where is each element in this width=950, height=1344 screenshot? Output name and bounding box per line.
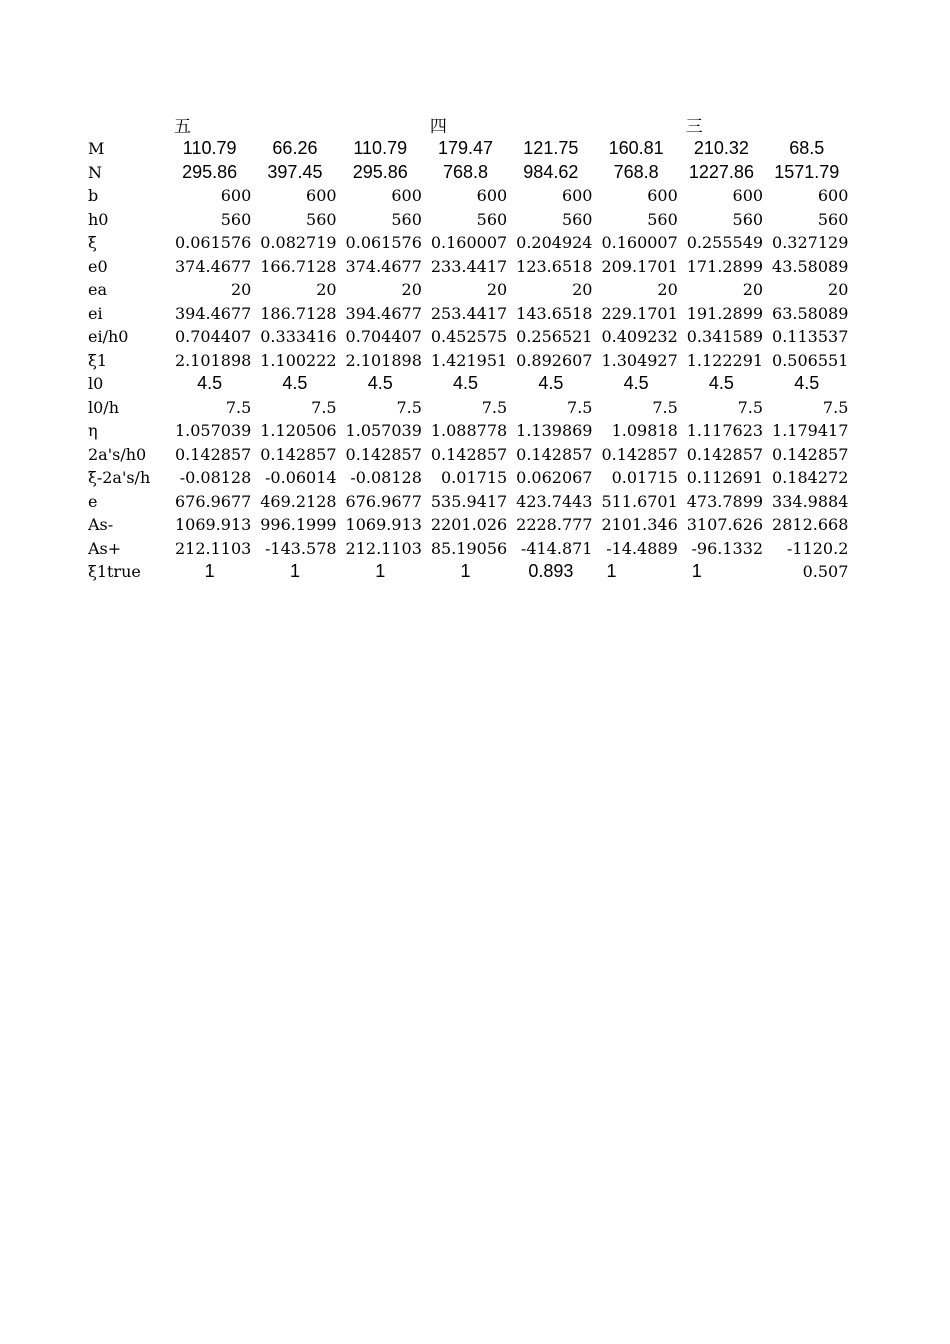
table-cell: 233.4417 bbox=[430, 256, 508, 276]
table-cell: 7.5 bbox=[311, 397, 337, 417]
table-cell: 4.5 bbox=[453, 373, 479, 394]
table-cell: -14.4889 bbox=[606, 538, 678, 558]
table-cell: 423.7443 bbox=[516, 491, 593, 511]
table-cell: 0.01715 bbox=[441, 468, 508, 488]
table-cell: 560 bbox=[220, 209, 252, 229]
table-cell: 0.142857 bbox=[601, 444, 678, 464]
table-cell: 0.452575 bbox=[430, 327, 508, 347]
table-cell: 7.5 bbox=[822, 397, 849, 417]
table-cell: -0.06014 bbox=[265, 468, 337, 488]
table-cell: 295.86 bbox=[352, 161, 408, 182]
row-label: e0 bbox=[88, 256, 108, 276]
table-cell: 160.81 bbox=[608, 138, 664, 159]
row-label: N bbox=[88, 162, 102, 182]
table-cell: 600 bbox=[391, 186, 422, 206]
table-cell: 374.4677 bbox=[174, 256, 252, 276]
table-cell: 1.304927 bbox=[601, 350, 678, 370]
row-label: M bbox=[88, 139, 105, 159]
table-cell: 4.5 bbox=[197, 373, 223, 394]
table-cell: 2201.026 bbox=[430, 515, 508, 535]
table-cell: 123.6518 bbox=[516, 256, 593, 276]
table-cell: 110.79 bbox=[353, 138, 408, 159]
table-cell: 394.4677 bbox=[345, 303, 422, 323]
table-cell: 0.142857 bbox=[686, 444, 764, 464]
table-cell: 469.2128 bbox=[260, 491, 337, 511]
table-row-xi1 bbox=[88, 349, 850, 373]
table-cell: 4.5 bbox=[538, 373, 564, 394]
table-cell: 4.5 bbox=[794, 373, 820, 394]
table-cell: 4.5 bbox=[623, 373, 649, 394]
table-cell: 4.5 bbox=[708, 373, 734, 394]
table-cell: 560 bbox=[476, 209, 508, 229]
table-cell: 212.1103 bbox=[174, 538, 252, 558]
table-cell: 600 bbox=[220, 186, 252, 206]
table-cell: 110.79 bbox=[182, 138, 237, 159]
row-label: ξ bbox=[88, 233, 97, 253]
header-cell: 四 bbox=[429, 117, 447, 137]
table-row-h0 bbox=[88, 208, 850, 232]
table-cell: 0.142857 bbox=[345, 444, 422, 464]
table-cell: 2812.668 bbox=[772, 515, 849, 535]
table-cell: 1069.913 bbox=[174, 515, 252, 535]
table-cell: 600 bbox=[817, 186, 849, 206]
table-row-ea bbox=[88, 278, 850, 302]
table-cell: 1.139869 bbox=[516, 421, 593, 441]
table-cell: 210.32 bbox=[693, 138, 749, 159]
table-cell: 1.09818 bbox=[611, 421, 678, 441]
table-row-as-plus bbox=[88, 537, 850, 561]
table-row-m bbox=[88, 137, 850, 161]
table-row-l0 bbox=[88, 372, 850, 396]
table-cell: 166.7128 bbox=[260, 256, 337, 276]
table-row-e0 bbox=[88, 255, 850, 279]
row-label: As- bbox=[88, 515, 114, 535]
table-cell: 0.062067 bbox=[516, 468, 593, 488]
table-row-l0-h bbox=[88, 396, 850, 420]
table-row-2as-h0 bbox=[88, 443, 850, 467]
table-cell: 1 bbox=[606, 561, 617, 582]
table-cell: 0.506551 bbox=[772, 350, 849, 370]
table-cell: 229.1701 bbox=[601, 303, 678, 323]
table-cell: 1.057039 bbox=[345, 421, 422, 441]
table-cell: 0.142857 bbox=[772, 444, 849, 464]
table-cell: 2101.346 bbox=[601, 515, 678, 535]
table-row-xi-minus-2as bbox=[88, 466, 850, 490]
table-cell: 0.204924 bbox=[516, 233, 593, 253]
table-cell: 0.160007 bbox=[601, 233, 678, 253]
row-label: h0 bbox=[88, 209, 109, 229]
table-cell: 511.6701 bbox=[601, 491, 678, 511]
table-cell: 0.893 bbox=[528, 561, 574, 582]
table-cell: 7.5 bbox=[225, 397, 252, 417]
table-cell: 0.142857 bbox=[430, 444, 508, 464]
table-cell: 560 bbox=[817, 209, 849, 229]
table-cell: -0.08128 bbox=[350, 468, 422, 488]
table-cell: 1 bbox=[375, 561, 386, 582]
table-cell: 20 bbox=[316, 280, 337, 300]
table-cell: 0.112691 bbox=[686, 468, 764, 488]
table-cell: 0.01715 bbox=[611, 468, 678, 488]
table-cell: 2.101898 bbox=[174, 350, 252, 370]
table-cell: 7.5 bbox=[737, 397, 764, 417]
table-cell: 0.409232 bbox=[601, 327, 678, 347]
header-cell: 三 bbox=[685, 117, 703, 137]
table-cell: 600 bbox=[732, 186, 764, 206]
table-cell: 1227.86 bbox=[688, 161, 754, 182]
table-cell: -1120.2 bbox=[786, 538, 849, 558]
table-cell: 1 bbox=[204, 561, 215, 582]
table-cell: 186.7128 bbox=[260, 303, 337, 323]
row-label: ea bbox=[88, 280, 108, 300]
table-cell: 334.9884 bbox=[772, 491, 849, 511]
table-cell: 535.9417 bbox=[430, 491, 508, 511]
table-cell: 560 bbox=[561, 209, 593, 229]
table-cell: 600 bbox=[647, 186, 678, 206]
table-cell: 1 bbox=[289, 561, 300, 582]
table-cell: 768.8 bbox=[443, 161, 489, 182]
table-cell: 1.100222 bbox=[260, 350, 337, 370]
table-cell: 0.704407 bbox=[174, 327, 252, 347]
table-cell: 473.7899 bbox=[686, 491, 764, 511]
table-cell: 768.8 bbox=[613, 161, 659, 182]
row-label: ei/h0 bbox=[88, 327, 129, 347]
table-cell: 20 bbox=[657, 280, 678, 300]
table-cell: 0.256521 bbox=[516, 327, 593, 347]
table-cell: 560 bbox=[647, 209, 678, 229]
table-cell: 1 bbox=[460, 561, 471, 582]
table-cell: 20 bbox=[230, 280, 252, 300]
table-cell: 2228.777 bbox=[516, 515, 593, 535]
table-cell: 0.061576 bbox=[174, 233, 252, 253]
table-cell: 0.082719 bbox=[260, 233, 337, 253]
row-label: l0/h bbox=[88, 397, 119, 417]
row-label: 2a's/h0 bbox=[88, 444, 147, 464]
table-cell: 4.5 bbox=[282, 373, 308, 394]
table-row-ei bbox=[88, 302, 850, 326]
table-cell: 1.120506 bbox=[260, 421, 337, 441]
table-cell: 1.179417 bbox=[772, 421, 849, 441]
table-cell: 85.19056 bbox=[430, 538, 508, 558]
table-row-xi1true bbox=[88, 560, 850, 584]
row-label: l0 bbox=[88, 374, 104, 394]
table-row-xi bbox=[88, 231, 850, 255]
table-cell: 7.5 bbox=[567, 397, 593, 417]
table-cell: 20 bbox=[401, 280, 422, 300]
row-label: ei bbox=[88, 303, 103, 323]
table-cell: 68.5 bbox=[789, 138, 825, 159]
row-label: e bbox=[88, 491, 98, 511]
table-cell: 63.58089 bbox=[772, 303, 849, 323]
table-cell: 1.057039 bbox=[174, 421, 252, 441]
table-cell: 0.704407 bbox=[345, 327, 422, 347]
table-cell: 600 bbox=[476, 186, 508, 206]
table-cell: 0.142857 bbox=[260, 444, 337, 464]
table-cell: 3107.626 bbox=[686, 515, 764, 535]
table-cell: 43.58089 bbox=[772, 256, 849, 276]
table-cell: 66.26 bbox=[272, 138, 318, 159]
table-row-n bbox=[88, 161, 850, 185]
table-cell: 171.2899 bbox=[686, 256, 764, 276]
table-cell: 0.255549 bbox=[686, 233, 764, 253]
table-cell: 1.117623 bbox=[686, 421, 764, 441]
table-row-b bbox=[88, 184, 850, 208]
table-cell: 7.5 bbox=[652, 397, 678, 417]
table-cell: 2.101898 bbox=[345, 350, 422, 370]
row-label: b bbox=[88, 186, 99, 206]
table-cell: 179.47 bbox=[438, 138, 494, 159]
table-cell: 676.9677 bbox=[174, 491, 252, 511]
table-cell: -96.1332 bbox=[691, 538, 764, 558]
table-cell: 253.4417 bbox=[430, 303, 508, 323]
table-cell: 560 bbox=[306, 209, 337, 229]
table-cell: 1571.79 bbox=[774, 161, 840, 182]
table-row-e bbox=[88, 490, 850, 514]
table-cell: 0.113537 bbox=[772, 327, 849, 347]
table-cell: 1.122291 bbox=[686, 350, 764, 370]
table-cell: 0.341589 bbox=[686, 327, 764, 347]
table-cell: 20 bbox=[742, 280, 764, 300]
table-row-ei-h0 bbox=[88, 325, 850, 349]
row-label: η bbox=[88, 421, 98, 441]
table-cell: 191.2899 bbox=[686, 303, 764, 323]
table-cell: 209.1701 bbox=[601, 256, 678, 276]
table-cell: 0.142857 bbox=[516, 444, 593, 464]
table-cell: 295.86 bbox=[182, 161, 238, 182]
table-cell: 600 bbox=[306, 186, 337, 206]
table-cell: -414.871 bbox=[520, 538, 593, 558]
table-cell: 374.4677 bbox=[345, 256, 422, 276]
table-cell: 1 bbox=[691, 561, 702, 582]
table-row-eta bbox=[88, 419, 850, 443]
table-cell: -0.08128 bbox=[179, 468, 252, 488]
table-cell: 20 bbox=[828, 280, 849, 300]
table-cell: 676.9677 bbox=[345, 491, 422, 511]
table-cell: 0.061576 bbox=[345, 233, 422, 253]
table-cell: 397.45 bbox=[267, 161, 323, 182]
header-cell: 五 bbox=[174, 117, 191, 137]
table-cell: 394.4677 bbox=[174, 303, 252, 323]
table-cell: -143.578 bbox=[265, 538, 337, 558]
table-cell: 7.5 bbox=[481, 397, 508, 417]
table-cell: 4.5 bbox=[367, 373, 393, 394]
table-cell: 1.088778 bbox=[430, 421, 508, 441]
table-cell: 0.142857 bbox=[174, 444, 252, 464]
calculation-table bbox=[88, 112, 850, 584]
table-cell: 0.160007 bbox=[430, 233, 508, 253]
table-cell: 20 bbox=[572, 280, 593, 300]
table-cell: 996.1999 bbox=[260, 515, 337, 535]
table-cell: 0.327129 bbox=[772, 233, 849, 253]
table-cell: 0.184272 bbox=[772, 468, 849, 488]
table-cell: 0.892607 bbox=[516, 350, 593, 370]
table-cell: 984.62 bbox=[523, 161, 579, 182]
table-cell: 600 bbox=[561, 186, 593, 206]
table-cell: 560 bbox=[391, 209, 422, 229]
floor-header-row bbox=[88, 112, 850, 137]
table-cell: 560 bbox=[732, 209, 764, 229]
table-cell: 212.1103 bbox=[345, 538, 422, 558]
table-cell: 20 bbox=[486, 280, 508, 300]
row-label: As+ bbox=[88, 538, 122, 558]
table-cell: 0.507 bbox=[802, 562, 849, 582]
table-cell: 0.333416 bbox=[260, 327, 337, 347]
table-row-as-minus bbox=[88, 513, 850, 537]
table-cell: 1069.913 bbox=[345, 515, 422, 535]
row-label: ξ-2a's/h bbox=[88, 468, 151, 488]
row-label: ξ1 bbox=[88, 350, 107, 370]
table-cell: 121.75 bbox=[523, 138, 579, 159]
table-cell: 1.421951 bbox=[430, 350, 508, 370]
table-cell: 143.6518 bbox=[516, 303, 593, 323]
table-cell: 7.5 bbox=[396, 397, 422, 417]
row-label: ξ1true bbox=[88, 562, 141, 582]
